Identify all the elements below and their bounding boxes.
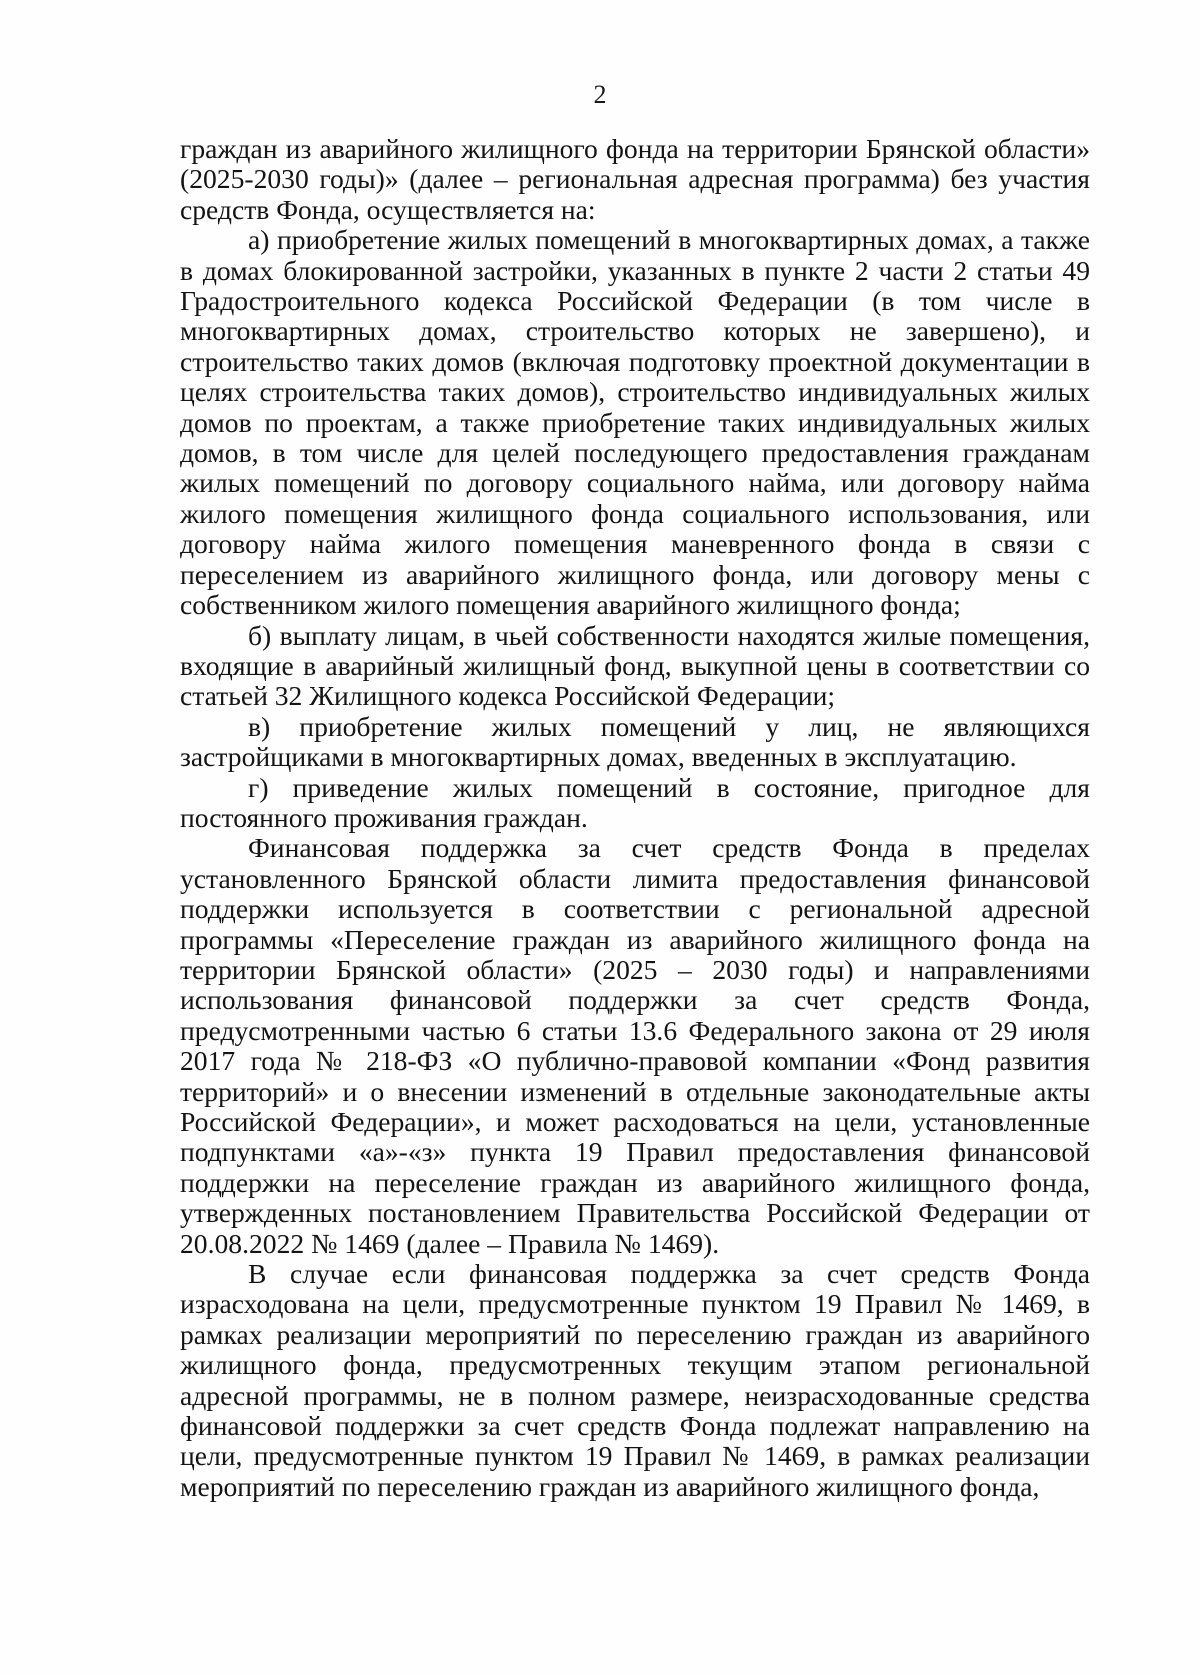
paragraph-item-a: а) приобретение жилых помещений в многоквартирных домах, а также в домах блокированной застройки, указанных в пункте 2 части 2 статьи 49 Градостроительного кодекса Российской Федерации (в том числе в многоквартирных домах, строительство которых не завершено), и строительство таких домов (включая подготовку проектной документации в целях строительства таких домов), строительство индивидуальных жилых домов по проектам, а также приобретение таких индивидуальных жилых домов, в том числе для целей последующего предоставления гражданам жилых помещений по договору социального найма, или договору найма жилого помещения жилищного фонда социального использования, или договору найма жилого помещения маневренного фонда в связи с переселением из аварийного жилищного фонда, или договору мены с собственником жилого помещения аварийного жилищного фонда; [180, 224, 1090, 621]
paragraph-item-v: в) приобретение жилых помещений у лиц, не являющихся застройщиками в многоквартирных домах, введенных в эксплуатацию. [180, 710, 1090, 773]
paragraph-continuation: граждан из аварийного жилищного фонда на территории Брянской области» (2025-2030 годы)» (далее – региональная адресная программа) без участия средств Фонда, осуществляется на: [180, 133, 1090, 225]
paragraph-financial-support: Финансовая поддержка за счет средств Фонда в пределах установленного Брянской области лимита предоставления финансовой поддержки используется в соответствии с региональной адресной программы «Переселение граждан из аварийного жилищного фонда на территории Брянской области» (2025 – 2030 годы) и направлениями использования финансовой поддержки за счет средств Фонда, предусмотренными частью 6 статьи 13.6 Федерального закона от 29 июля 2017 года № 218-ФЗ «О публично-правовой компании «Фонд развития территорий» и о внесении изменений в отдельные законодательные акты Российской Федерации», и может расходоваться на цели, установленные подпунктами «а»-«з» пункта 19 Правил предоставления финансовой поддержки на переселение граждан из аварийного жилищного фонда, утвержденных постановлением Правительства Российской Федерации от 20.08.2022 № 1469 (далее – Правила № 1469). [180, 832, 1090, 1259]
page-number: 2 [593, 80, 607, 109]
paragraph-item-b: б) выплату лицам, в чьей собственности находятся жилые помещения, входящие в аварийный жилищный фонд, выкупной цены в соответствии со статьей 32 Жилищного кодекса Российской Федерации; [180, 619, 1090, 712]
paragraph-unspent-funds: В случае если финансовая поддержка за счет средств Фонда израсходована на цели, предусмотренные пунктом 19 Правил № 1469, в рамках реализации мероприятий по переселению граждан из аварийного жилищного фонда, предусмотренных текущим этапом региональной адресной программы, не в полном размере, неизрасходованные средства финансовой поддержки за счет средств Фонда подлежат направлению на цели, предусмотренные пунктом 19 Правил № 1469, в рамках реализации мероприятий по переселению граждан из аварийного жилищного фонда, [180, 1258, 1090, 1502]
paragraph-item-g: г) приведение жилых помещений в состояние, пригодное для постоянного проживания граждан. [180, 771, 1090, 833]
document-body [180, 134, 1090, 1502]
